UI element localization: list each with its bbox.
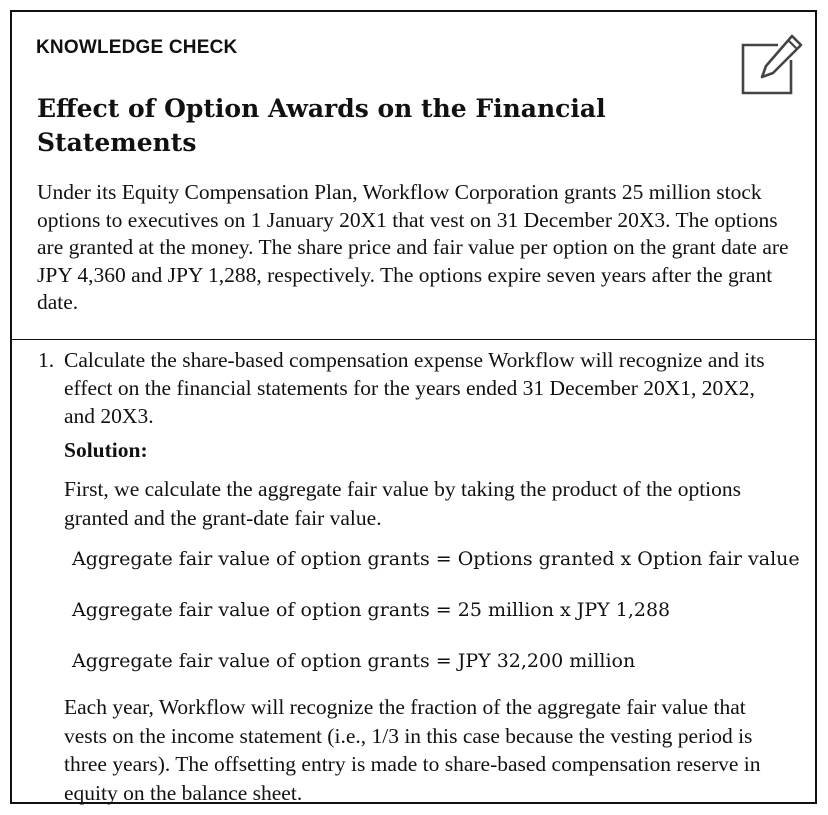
- question-text: Calculate the share-based compensation expense Workflow will recognize and its effect on the financial statements for the years ended 31 December 20X1, 20X2, and 20X3.: [64, 348, 765, 428]
- equation-3: Aggregate fair value of option grants = JPY 32,200 million: [72, 650, 636, 672]
- equation-1: Aggregate fair value of option grants = Options granted x Option fair value: [72, 548, 800, 570]
- solution-paragraph-1: First, we calculate the aggregate fair value by taking the product of the options granted and the grant-date fair value.: [64, 477, 742, 530]
- intro-paragraph: Under its Equity Compensation Plan, Workflow Corporation grants 25 million stock options to executives on 1 January 20X1 that vest on 31 December 20X3. The options are granted at the money. The share price and fair value per option on the grant date are JPY 4,360 and JPY 1,288, respectively. The options expire seven years after the grant date.: [37, 180, 789, 314]
- question-number: 1.: [38, 348, 55, 372]
- solution-paragraph-2: Each year, Workflow will recognize the fraction of the aggregate fair value that vests on the income statement (i.e., 1/3 in this case because the vesting period is three years). The offsetting entry is made to share-based compensation reserve in equity on the balance sheet.: [64, 695, 761, 805]
- section-kicker: KNOWLEDGE CHECK: [36, 37, 238, 58]
- page-title: Effect of Option Awards on the Financial Statements: [37, 94, 606, 157]
- equation-2: Aggregate fair value of option grants = 25 million x JPY 1,288: [72, 599, 671, 621]
- edit-icon[interactable]: [738, 32, 804, 98]
- section-divider: [12, 339, 815, 340]
- knowledge-check-box: [10, 10, 817, 804]
- solution-label: Solution:: [64, 438, 148, 462]
